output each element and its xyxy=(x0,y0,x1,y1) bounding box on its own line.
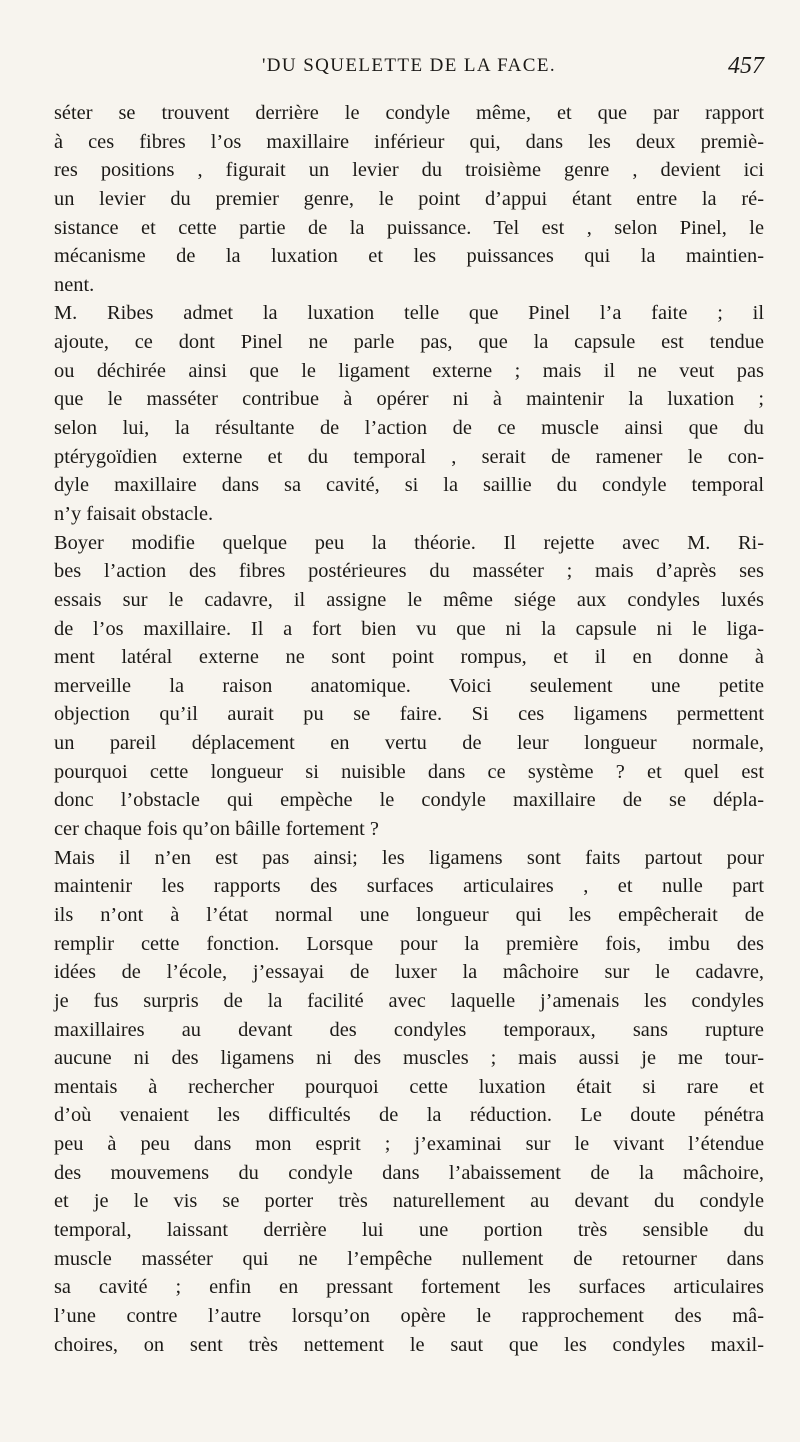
text-line: dyle maxillaire dans sa cavité, si la saillie du condyle temporal xyxy=(54,474,764,497)
text-line: sa cavité ; enfin en pressant fortement les surfaces articulaires xyxy=(54,1276,764,1299)
text-line: maxillaires au devant des condyles temporaux, sans rupture xyxy=(54,1018,764,1041)
text-line: sistance et cette partie de la puissance. Tel est , selon Pinel, le xyxy=(54,216,764,239)
text-line: selon lui, la résultante de l’action de ce muscle ainsi que du xyxy=(54,417,764,440)
text-line: ou déchirée ainsi que le ligament externe ; mais il ne veut pas xyxy=(54,359,764,382)
text-line: à ces fibres l’os maxillaire inférieur qui, dans les deux premiè- xyxy=(54,130,764,153)
text-line: Boyer modifie quelque peu la théorie. Il rejette avec M. Ri- xyxy=(54,531,764,554)
text-line: donc l’obstacle qui empèche le condyle maxillaire de se dépla- xyxy=(54,789,764,812)
text-line: remplir cette fonction. Lorsque pour la première fois, imbu des xyxy=(54,932,764,955)
text-line: idées de l’école, j’essayai de luxer la mâchoire sur le cadavre, xyxy=(54,961,764,984)
text-line: mécanisme de la luxation et les puissances qui la maintien- xyxy=(54,245,764,268)
text-line: ment latéral externe ne sont point rompus, et il en donne à xyxy=(54,646,764,669)
text-line: essais sur le cadavre, il assigne le même siége aux condyles luxés xyxy=(54,588,764,611)
text-line: ils n’ont à l’état normal une longueur qui les empêcherait de xyxy=(54,903,764,926)
text-line: temporal, laissant derrière lui une portion très sensible du xyxy=(54,1218,764,1241)
text-line: peu à peu dans mon esprit ; j’examinai sur le vivant l’étendue xyxy=(54,1133,764,1156)
text-line: ajoute, ce dont Pinel ne parle pas, que la capsule est tendue xyxy=(54,331,764,354)
text-line: ptérygoïdien externe et du temporal , serait de ramener le con- xyxy=(54,445,764,468)
text-line: que le masséter contribue à opérer ni à maintenir la luxation ; xyxy=(54,388,764,411)
text-line: des mouvemens du condyle dans l’abaissement de la mâchoire, xyxy=(54,1161,764,1184)
text-line: merveille la raison anatomique. Voici seulement une petite xyxy=(54,674,764,697)
text-line: aucune ni des ligamens ni des muscles ; mais aussi je me tour- xyxy=(54,1047,764,1070)
text-line: maintenir les rapports des surfaces articulaires , et nulle part xyxy=(54,875,764,898)
text-line: l’une contre l’autre lorsqu’on opère le rapprochement des mâ- xyxy=(54,1304,764,1327)
text-line: objection qu’il aurait pu se faire. Si ces ligamens permettent xyxy=(54,703,764,726)
text-line: nent. xyxy=(54,273,95,296)
text-line: de l’os maxillaire. Il a fort bien vu que ni la capsule ni le liga- xyxy=(54,617,764,640)
text-line: un levier du premier genre, le point d’appui étant entre la ré- xyxy=(54,187,764,210)
text-line: bes l’action des fibres postérieures du masséter ; mais d’après ses xyxy=(54,560,764,583)
page-number: 457 xyxy=(728,53,764,79)
text-line: pourquoi cette longueur si nuisible dans ce système ? et quel est xyxy=(54,760,764,783)
body-text xyxy=(54,99,764,1359)
text-line: Mais il n’en est pas ainsi; les ligamens sont faits partout pour xyxy=(54,846,764,869)
text-line: cer chaque fois qu’on bâille fortement ? xyxy=(54,818,379,841)
text-line: d’où venaient les difficultés de la réduction. Le doute pénétra xyxy=(54,1104,764,1127)
text-line: n’y faisait obstacle. xyxy=(54,502,214,525)
text-line: un pareil déplacement en vertu de leur longueur normale, xyxy=(54,732,764,755)
text-line: muscle masséter qui ne l’empêche nullement de retourner dans xyxy=(54,1247,764,1270)
running-head xyxy=(54,53,764,83)
text-line: séter se trouvent derrière le condyle même, et que par rapport xyxy=(54,102,764,124)
running-title: 'DU SQUELETTE DE LA FACE. xyxy=(261,55,557,76)
text-line: M. Ribes admet la luxation telle que Pinel l’a faite ; il xyxy=(54,302,764,325)
text-line: choires, on sent très nettement le saut que les condyles maxil- xyxy=(54,1333,764,1356)
text-line: et je le vis se porter très naturellement au devant du condyle xyxy=(54,1190,764,1213)
text-line: je fus surpris de la facilité avec laquelle j’amenais les condyles xyxy=(54,989,764,1012)
text-line: mentais à rechercher pourquoi cette luxation était si rare et xyxy=(54,1075,764,1098)
text-line: res positions , figurait un levier du troisième genre , devient ici xyxy=(54,159,764,182)
